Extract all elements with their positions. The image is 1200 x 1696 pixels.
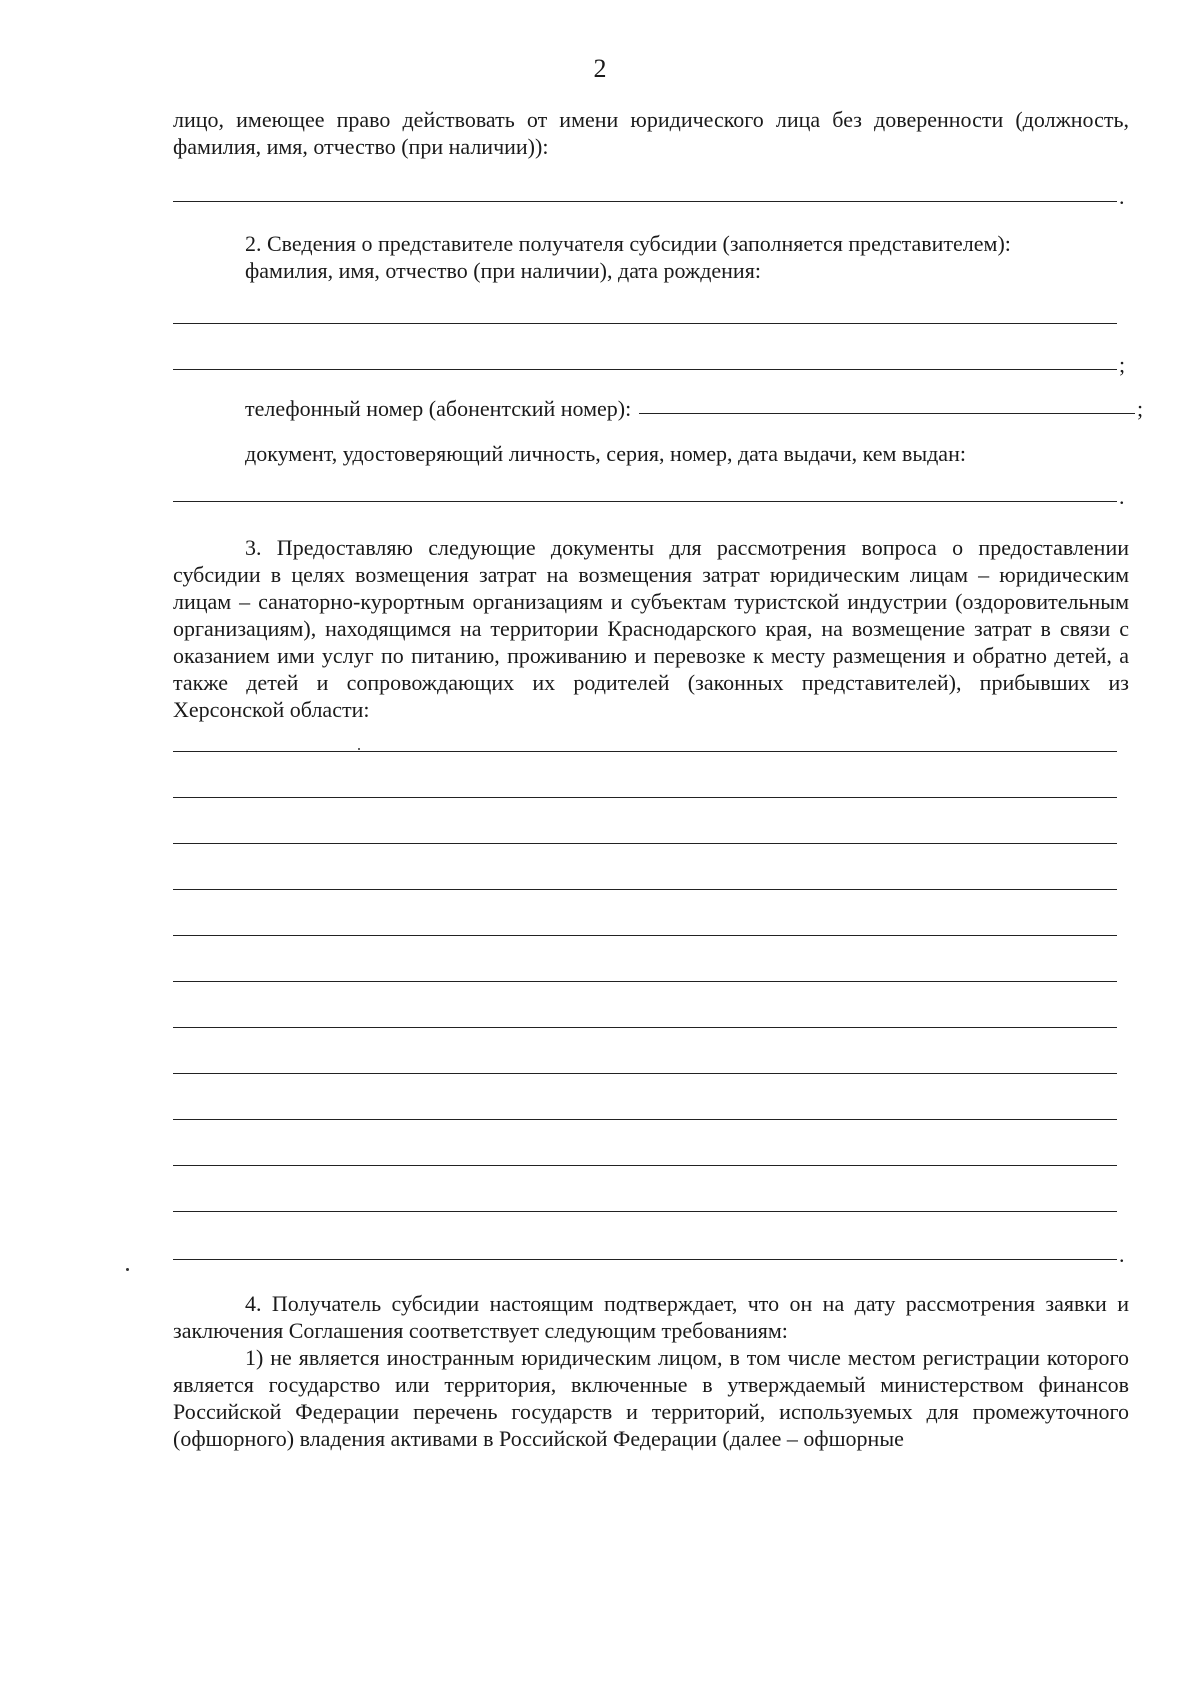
phone-row: [245, 390, 1147, 420]
id-document-label: документ, удостоверяющий личность, серия, номер, дата выдачи, кем выдан:: [245, 441, 966, 466]
representative-name-label: фамилия, имя, отчество (при наличии), дата рождения:: [245, 258, 761, 283]
documents-line-1[interactable]: [173, 728, 1129, 758]
fill-line: [173, 1027, 1117, 1028]
representative-name-line-1[interactable]: [173, 300, 1129, 330]
fill-line: [173, 889, 1117, 890]
section4-item-1: 1) не является иностранным юридическим лицом, в том числе местом регистрации которого является государство или территория, включенные в утверждаемый министерством финансов Российской Федерации перечень государств и территорий, используемых для промежуточного (офшорного) владения активами в Российской Федерации (далее – офшорные: [173, 1345, 1129, 1451]
documents-line-12[interactable]: [173, 1236, 1129, 1266]
section3-text: 3. Предоставляю следующие документы для рассмотрения вопроса о предоставлении субсидии в целях возмещения затрат на возмещения затрат юридическим лицам – юридическим лицам – санаторно-курортным организациям и субъектам туристской индустрии (оздоровительным организациям), находящимся на территории Краснодарского края, на возмещение затрат в связи с оказанием ими услуг по питанию, проживанию и перевозке к месту размещения и обратно детей, а также детей и сопровождающих их родителей (законных представителей), прибывших из Херсонской области:: [173, 535, 1129, 722]
fill-line: [173, 369, 1117, 370]
documents-line-2[interactable]: [173, 774, 1129, 804]
line-end-mark: ;: [1119, 352, 1126, 377]
documents-line-7[interactable]: [173, 1004, 1129, 1034]
signatory-fill-line[interactable]: [173, 178, 1129, 208]
documents-line-5[interactable]: [173, 912, 1129, 942]
fill-line: [173, 843, 1117, 844]
representative-name-line-2[interactable]: [173, 346, 1129, 376]
fill-line: [173, 501, 1117, 502]
documents-line-6[interactable]: [173, 958, 1129, 988]
documents-line-11[interactable]: [173, 1188, 1129, 1218]
phone-fill-line[interactable]: [639, 413, 1135, 414]
documents-line-10[interactable]: [173, 1142, 1129, 1172]
phone-label: телефонный номер (абонентский номер):: [245, 396, 632, 421]
fill-line: [173, 935, 1117, 936]
documents-line-9[interactable]: [173, 1096, 1129, 1126]
documents-line-8[interactable]: [173, 1050, 1129, 1080]
fill-line: [173, 1211, 1117, 1212]
line-end-mark: .: [1119, 484, 1125, 509]
fill-line: [173, 1259, 1117, 1260]
fill-line: [173, 1119, 1117, 1120]
fill-line: [173, 1165, 1117, 1166]
documents-line-3[interactable]: [173, 820, 1129, 850]
line-end-mark: .: [1119, 1242, 1125, 1267]
fill-line: [173, 323, 1117, 324]
section4-intro: 4. Получатель субсидии настоящим подтверждает, что он на дату рассмотрения заявки и заключения Соглашения соответствует следующим требованиям:: [173, 1291, 1129, 1343]
id-document-fill-line[interactable]: [173, 478, 1129, 508]
fill-line: [173, 751, 1117, 752]
scan-speck: [358, 748, 360, 750]
documents-line-4[interactable]: [173, 866, 1129, 896]
line-end-mark: .: [1119, 184, 1125, 209]
scan-speck: [126, 1268, 129, 1271]
fill-line: [173, 1073, 1117, 1074]
section1-continuation: лицо, имеющее право действовать от имени юридического лица без доверенности (должность, фамилия, имя, отчество (при наличии)):: [173, 107, 1129, 159]
fill-line: [173, 797, 1117, 798]
line-end-mark: ;: [1137, 396, 1144, 421]
section2-heading: 2. Сведения о представителе получателя субсидии (заполняется представителем):: [245, 231, 1011, 256]
page-number: 2: [593, 54, 607, 83]
fill-line: [173, 981, 1117, 982]
fill-line: [173, 201, 1117, 202]
